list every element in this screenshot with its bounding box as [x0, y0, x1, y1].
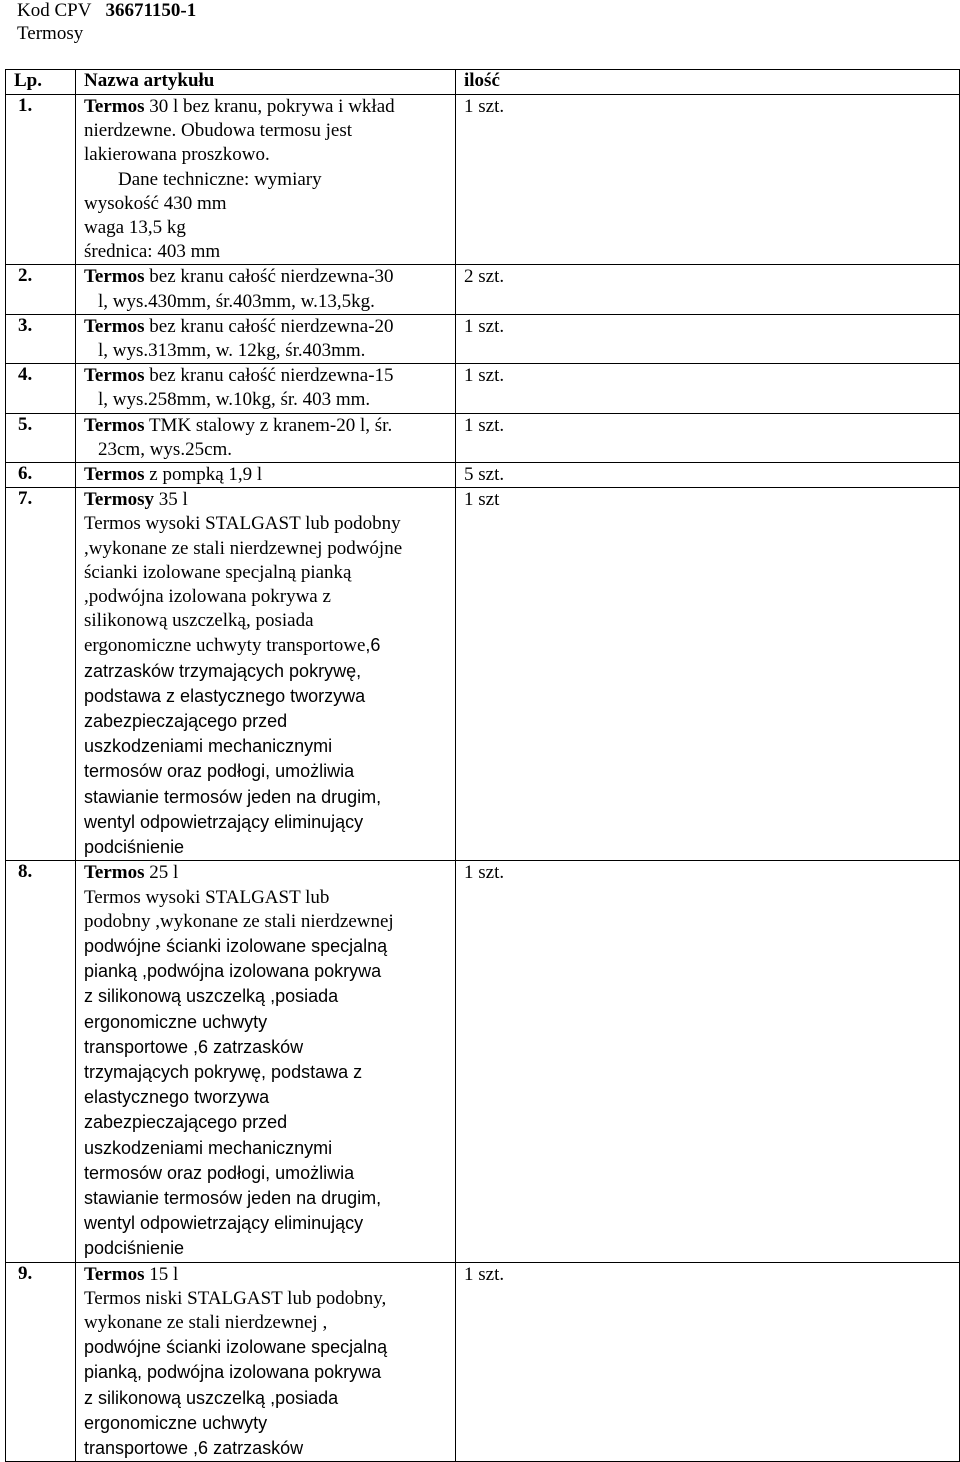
item-description-line: [84, 1060, 455, 1085]
item-description-line: [84, 934, 455, 959]
item-description-line: [84, 315, 455, 339]
item-keyword: Termosy: [84, 489, 155, 511]
item-description-line: [84, 537, 455, 561]
item-description-line: [84, 633, 455, 658]
row-number: 9.: [6, 1262, 76, 1462]
item-text: uszkodzeniami mechanicznymi: [84, 736, 333, 757]
item-description-line: [84, 95, 455, 119]
item-description-line: [84, 339, 455, 363]
item-description-line: [84, 1287, 455, 1311]
item-text: podwójne ścianki izolowane specjalną: [84, 935, 388, 956]
item-text: wentyl odpowietrzający eliminujący: [84, 1213, 364, 1234]
item-description-line: [84, 684, 455, 709]
item-text: trzymających pokrywę, podstawa z: [84, 1061, 363, 1082]
table-row: [6, 1262, 960, 1462]
cpv-code-line: [17, 0, 196, 23]
item-description-line: [84, 1263, 455, 1287]
item-description-line: [84, 168, 455, 192]
item-text: bez kranu całość nierdzewna-20: [144, 315, 394, 337]
item-text: podwójne ścianki izolowane specjalną: [84, 1337, 388, 1358]
table-row: [6, 488, 960, 861]
item-keyword: Termos: [84, 315, 145, 337]
item-text: nierdzewne. Obudowa termosu jest: [84, 120, 353, 142]
item-description-line: [84, 1136, 455, 1161]
item-text: l, wys.313mm, w. 12kg, śr.403mm.: [98, 340, 366, 362]
item-description-line: [84, 1211, 455, 1236]
item-description-line: [84, 1161, 455, 1186]
column-header-name: Nazwa artykułu: [76, 70, 456, 95]
item-name: [76, 463, 456, 488]
item-quantity: [456, 364, 960, 413]
item-text: stawianie termosów jeden na drugim,: [84, 786, 382, 807]
item-text: ergonomiczne uchwyty: [84, 1412, 268, 1433]
item-description-line: [84, 709, 455, 734]
item-description-line: [84, 216, 455, 240]
row-number: 6.: [6, 463, 76, 488]
item-quantity: [456, 314, 960, 363]
item-quantity: [456, 463, 960, 488]
quantity-value: 1 szt.: [464, 96, 505, 117]
quantity-value: 1 szt: [464, 489, 500, 511]
row-number: 8.: [6, 861, 76, 1262]
document-header: [17, 0, 196, 46]
item-text: transportowe ,6 zatrzasków: [84, 1437, 304, 1458]
item-name: [76, 265, 456, 314]
item-keyword: Termos: [84, 96, 145, 117]
item-description-line: [84, 488, 455, 512]
item-text: ergonomiczne uchwyty: [84, 1011, 268, 1032]
item-description-line: [84, 414, 455, 438]
item-quantity: [456, 861, 960, 1262]
item-keyword: Termos: [84, 862, 145, 884]
item-description-line: [84, 759, 455, 784]
item-text: ,6: [365, 635, 381, 656]
item-text: z silikonową uszczelką ,posiada: [84, 1387, 339, 1408]
item-description-line: [84, 1010, 455, 1035]
item-text: termosów oraz podłogi, umożliwia: [84, 761, 355, 782]
item-text: z silikonową uszczelką ,posiada: [84, 986, 339, 1007]
item-text: l, wys.430mm, śr.403mm, w.13,5kg.: [98, 290, 375, 312]
table-row: [6, 314, 960, 363]
item-text: podobny ,wykonane ze stali nierdzewnej: [84, 910, 394, 932]
quantity-value: 1 szt.: [464, 862, 505, 884]
item-text: podstawa z elastycznego tworzywa: [84, 685, 366, 706]
item-text: 23cm, wys.25cm.: [98, 438, 233, 460]
item-description-line: [84, 1311, 455, 1335]
table-row: [6, 463, 960, 488]
item-text: stawianie termosów jeden na drugim,: [84, 1187, 382, 1208]
item-text: ,wykonane ze stali nierdzewnej podwójne: [84, 537, 403, 559]
item-keyword: Termos: [84, 1263, 145, 1285]
item-text: 35 l: [154, 489, 188, 511]
item-name: [76, 364, 456, 413]
row-number: 3.: [6, 314, 76, 363]
item-description-line: [84, 984, 455, 1009]
item-description-line: [84, 609, 455, 633]
item-text: transportowe ,6 zatrzasków: [84, 1036, 304, 1057]
table-header-row: [6, 70, 960, 95]
item-text: podciśnienie: [84, 1238, 185, 1259]
cpv-code-value: 36671150-1: [105, 0, 197, 21]
item-text: wysokość 430 mm: [84, 192, 227, 214]
quantity-value: 1 szt.: [464, 1263, 505, 1285]
column-header-qty: ilość: [456, 70, 960, 95]
item-text: z pompką 1,9 l: [144, 464, 263, 486]
item-description-line: [84, 910, 455, 934]
item-description-line: [84, 463, 455, 487]
item-description-line: [84, 1436, 455, 1461]
cpv-code-label: Kod CPV: [17, 0, 92, 21]
item-description-line: [84, 1335, 455, 1360]
item-text: średnica: 403 mm: [84, 241, 221, 263]
item-description-line: [84, 364, 455, 388]
quantity-value: 1 szt.: [464, 315, 505, 337]
item-text: podciśnienie: [84, 837, 185, 858]
item-description-line: [84, 192, 455, 216]
item-description-line: [84, 240, 455, 264]
item-quantity: [456, 265, 960, 314]
item-text: TMK stalowy z kranem-20 l, śr.: [144, 414, 393, 436]
item-text: bez kranu całość nierdzewna-30: [144, 266, 394, 288]
item-description-line: [84, 886, 455, 910]
item-description-line: [84, 810, 455, 835]
item-quantity: [456, 488, 960, 861]
item-name: [76, 1262, 456, 1462]
item-description-line: [84, 835, 455, 860]
items-table: [5, 69, 960, 1462]
item-description-line: [84, 512, 455, 536]
row-number: 2.: [6, 265, 76, 314]
item-description-line: [84, 438, 455, 462]
item-description-line: [84, 734, 455, 759]
table-row: [6, 364, 960, 413]
item-text: ścianki izolowane specjalną pianką: [84, 561, 352, 583]
item-text: ,podwójna izolowana pokrywa z: [84, 586, 331, 608]
item-name: [76, 314, 456, 363]
item-name: [76, 95, 456, 265]
item-name: [76, 861, 456, 1262]
item-description-line: [84, 1386, 455, 1411]
table-row: [6, 265, 960, 314]
item-description-line: [84, 290, 455, 314]
item-text: ergonomiczne uchwyty transportowe: [84, 635, 366, 657]
item-description-line: [84, 1411, 455, 1436]
item-text: lakierowana proszkowo.: [84, 144, 270, 166]
item-quantity: [456, 95, 960, 265]
document-subtitle: Termosy: [17, 23, 84, 44]
item-name: [76, 488, 456, 861]
item-text: l, wys.258mm, w.10kg, śr. 403 mm.: [98, 389, 371, 411]
item-text: Dane techniczne: wymiary: [118, 168, 322, 190]
item-text: wentyl odpowietrzający eliminujący: [84, 811, 364, 832]
item-description-line: [84, 388, 455, 412]
item-text: zatrzasków trzymających pokrywę,: [84, 660, 362, 681]
row-number: 5.: [6, 413, 76, 462]
table-row: [6, 861, 960, 1262]
quantity-value: 1 szt.: [464, 365, 505, 387]
item-description-line: [84, 119, 455, 143]
item-text: zabezpieczającego przed: [84, 1112, 288, 1133]
item-text: waga 13,5 kg: [84, 217, 186, 239]
item-quantity: [456, 1262, 960, 1462]
item-text: 30 l bez kranu, pokrywa i wkład: [144, 96, 395, 117]
row-number: 1.: [6, 95, 76, 265]
item-text: 25 l: [144, 862, 179, 884]
item-text: Termos niski STALGAST lub podobny,: [84, 1287, 387, 1309]
table-row: [6, 413, 960, 462]
row-number: 7.: [6, 488, 76, 861]
item-text: Termos wysoki STALGAST lub podobny: [84, 513, 401, 535]
item-text: Termos wysoki STALGAST lub: [84, 886, 330, 908]
item-description-line: [84, 1236, 455, 1261]
item-description-line: [84, 143, 455, 167]
item-description-line: [84, 265, 455, 289]
item-description-line: [84, 1186, 455, 1211]
item-text: uszkodzeniami mechanicznymi: [84, 1137, 333, 1158]
item-description-line: [84, 785, 455, 810]
quantity-value: 1 szt.: [464, 414, 505, 436]
item-description-line: [84, 1360, 455, 1385]
table-row: [6, 95, 960, 265]
item-description-line: [84, 1035, 455, 1060]
quantity-value: 2 szt.: [464, 266, 505, 288]
item-text: termosów oraz podłogi, umożliwia: [84, 1162, 355, 1183]
item-keyword: Termos: [84, 266, 145, 288]
item-description-line: [84, 561, 455, 585]
quantity-value: 5 szt.: [464, 464, 505, 486]
item-text: elastycznego tworzywa: [84, 1087, 270, 1108]
item-text: wykonane ze stali nierdzewnej ,: [84, 1311, 328, 1333]
item-keyword: Termos: [84, 414, 145, 436]
item-text: zabezpieczającego przed: [84, 711, 288, 732]
item-keyword: Termos: [84, 365, 145, 387]
item-description-line: [84, 1085, 455, 1110]
item-keyword: Termos: [84, 464, 145, 486]
item-quantity: [456, 413, 960, 462]
item-text: pianką, podwójna izolowana pokrywa: [84, 1362, 382, 1383]
item-text: silikonową uszczelką, posiada: [84, 610, 314, 632]
item-text: 15 l: [144, 1263, 179, 1285]
column-header-lp: Lp.: [6, 70, 76, 95]
item-description-line: [84, 959, 455, 984]
item-description-line: [84, 659, 455, 684]
item-name: [76, 413, 456, 462]
item-description-line: [84, 861, 455, 885]
item-text: bez kranu całość nierdzewna-15: [144, 365, 394, 387]
item-description-line: [84, 1110, 455, 1135]
row-number: 4.: [6, 364, 76, 413]
item-description-line: [84, 585, 455, 609]
item-text: pianką ,podwójna izolowana pokrywa: [84, 961, 382, 982]
